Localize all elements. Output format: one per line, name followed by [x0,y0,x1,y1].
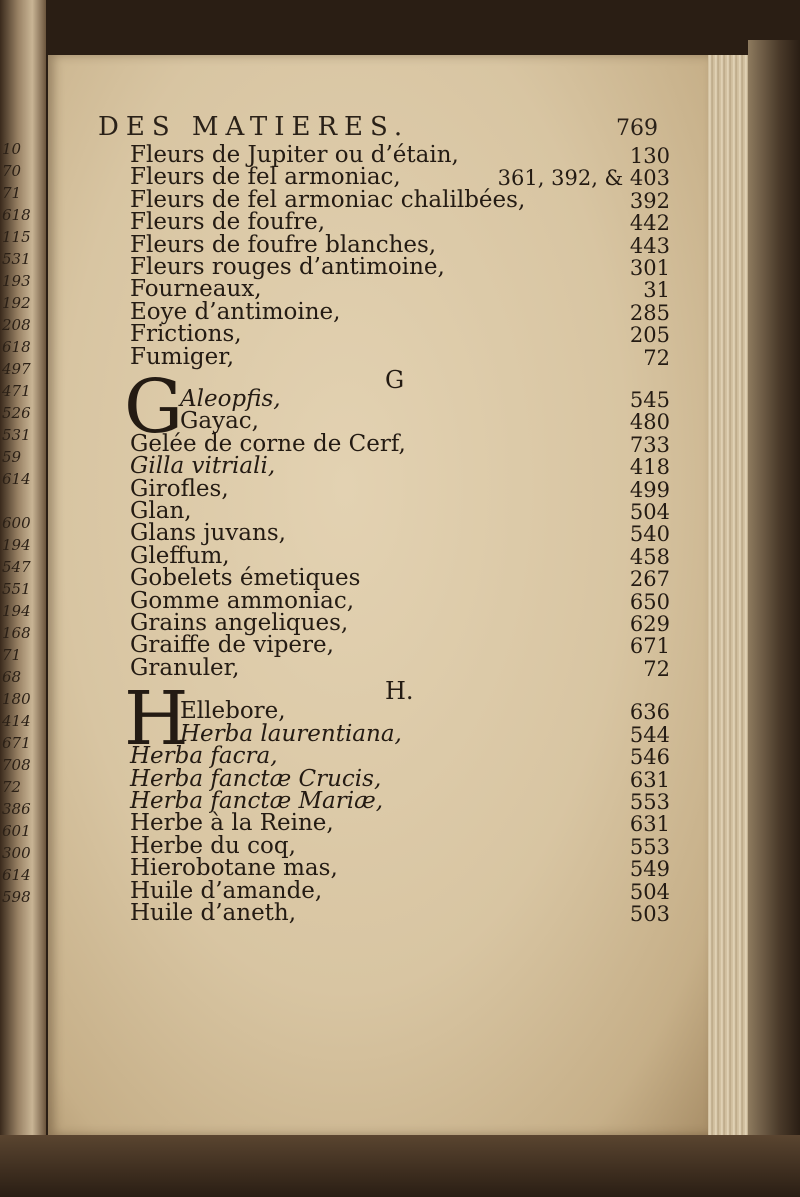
entry-term: Herbe à la Reine, [130,810,334,836]
previous-page-fragment: 531 [2,250,31,268]
entry-term: Gilla vitriali, [130,453,276,479]
entry-term: Fourneaux, [130,276,262,302]
entry-term: Gelée de corne de Cerf, [130,431,406,457]
entry-term: Ellebore, [180,698,286,724]
entry-term: Glans juvans, [130,520,286,546]
entry-pages: 205 [629,323,670,347]
entry-term: Girofles, [130,476,229,502]
entry-pages: 458 [629,545,670,569]
entry-term: Gleffum, [130,543,230,569]
entry-term: Fleurs rouges d’antimoine, [130,254,445,280]
previous-page-fragment: 194 [2,536,31,554]
entry-pages: 733 [629,433,670,457]
previous-page-fragment: 192 [2,294,31,312]
previous-page-fragment: 208 [2,316,31,334]
previous-page-fragment: 531 [2,426,31,444]
previous-page-fragment: 70 [2,162,22,180]
previous-page-fragment: 10 [2,140,22,158]
index-entry [130,900,670,936]
entry-pages: 650 [629,590,670,614]
previous-page-fragment: 59 [2,448,22,466]
entry-pages: 631 [629,812,670,836]
previous-page-fragment: 71 [2,646,22,664]
entry-pages: 636 [629,700,670,724]
previous-page-fragment: 68 [2,668,22,686]
entry-term: Herba fanctæ Crucis, [130,766,382,792]
previous-page-fragment: 386 [2,800,31,818]
entry-term: Granuler, [130,655,240,681]
entry-pages: 545 [629,388,670,412]
previous-page-fragment: 551 [2,580,31,598]
section-letter: G [385,366,405,394]
entry-pages: 285 [629,301,670,325]
previous-page-fragment: 497 [2,360,31,378]
entry-term: Graiffe de vipere, [130,632,334,658]
previous-page-fragment: 618 [2,338,31,356]
previous-page-fragment: 194 [2,602,31,620]
entry-term: Fumiger, [130,344,235,370]
entry-pages: 553 [629,790,670,814]
page-number: 769 [616,116,658,141]
entry-pages: 629 [629,612,670,636]
entry-term: Huile d’amande, [130,878,323,904]
previous-page-fragment: 71 [2,184,22,202]
drop-cap: H [124,676,189,762]
previous-page-fragment: 614 [2,470,31,488]
drop-cap: G [124,364,184,450]
entry-term: Gomme ammoniac, [130,588,355,614]
entry-pages: 442 [629,211,670,235]
entry-pages: 72 [643,346,670,370]
entry-term: Aleopfis, [180,386,281,412]
entry-pages: 418 [629,455,670,479]
entry-term: Herba fanctæ Mariæ, [130,788,384,814]
previous-page-fragment: 526 [2,404,31,422]
previous-page-fragment: 193 [2,272,31,290]
previous-page-fragment: 72 [2,778,22,796]
entry-term: Glan, [130,498,192,524]
previous-page-fragment: 471 [2,382,31,400]
book-cover-edge [748,40,800,1197]
previous-page-fragment: 601 [2,822,31,840]
entry-pages: 549 [629,857,670,881]
entry-pages: 480 [629,410,670,434]
previous-page-fragment: 414 [2,712,31,730]
previous-page-fragment: 180 [2,690,31,708]
section-letter: H. [385,677,414,705]
entry-pages: 72 [643,657,670,681]
previous-page-fragment: 671 [2,734,31,752]
entry-term: Grains angeliques, [130,610,349,636]
entry-pages: 504 [629,500,670,524]
entry-term: Herbe du coq, [130,833,296,859]
entry-term: Hierobotane mas, [130,855,338,881]
entry-term: Herba laurentiana, [180,721,402,747]
entry-pages: 499 [629,478,670,502]
entry-pages: 361, 392, & 403 [497,166,670,190]
entry-pages: 267 [629,567,670,591]
previous-page-fragment: 614 [2,866,31,884]
entry-term: Fleurs de fel armoniac chalilbées, [130,187,526,213]
previous-page-fragment: 168 [2,624,31,642]
entry-pages: 546 [629,745,670,769]
entry-pages: 540 [629,522,670,546]
previous-page-fragment: 300 [2,844,31,862]
entry-pages: 443 [629,234,670,258]
previous-page-fragment: 547 [2,558,31,576]
entry-term: Gobelets émetiques [130,565,361,591]
entry-term: Frictions, [130,321,242,347]
page-stack-edge [708,55,748,1135]
scan-bottom-shadow [0,1135,800,1197]
entry-pages: 130 [629,144,670,168]
entry-pages: 503 [629,902,670,926]
entry-term: Fleurs de fel armoniac, [130,164,401,190]
entry-term: Eoye d’antimoine, [130,299,341,325]
previous-page-fragment: 618 [2,206,31,224]
previous-page-fragment: 115 [2,228,31,246]
entry-pages: 544 [629,723,670,747]
entry-term: Fleurs de foufre blanches, [130,232,437,258]
entry-pages: 553 [629,835,670,859]
entry-pages: 671 [629,634,670,658]
entry-term: Gayac, [180,408,259,434]
entry-pages: 301 [629,256,670,280]
entry-pages: 392 [629,189,670,213]
entry-pages: 31 [643,278,670,302]
entry-pages: 504 [629,880,670,904]
previous-page-fragment: 600 [2,514,31,532]
previous-page-edge [2,140,42,906]
page-title: DES MATIERES. [98,112,410,142]
entry-term: Huile d’aneth, [130,900,297,926]
entry-pages: 631 [629,768,670,792]
previous-page-fragment: 708 [2,756,31,774]
entry-term: Fleurs de Jupiter ou d’étain, [130,142,459,168]
entry-term: Fleurs de foufre, [130,209,326,235]
entry-term: Herba facra, [130,743,278,769]
previous-page-fragment: 598 [2,888,31,906]
